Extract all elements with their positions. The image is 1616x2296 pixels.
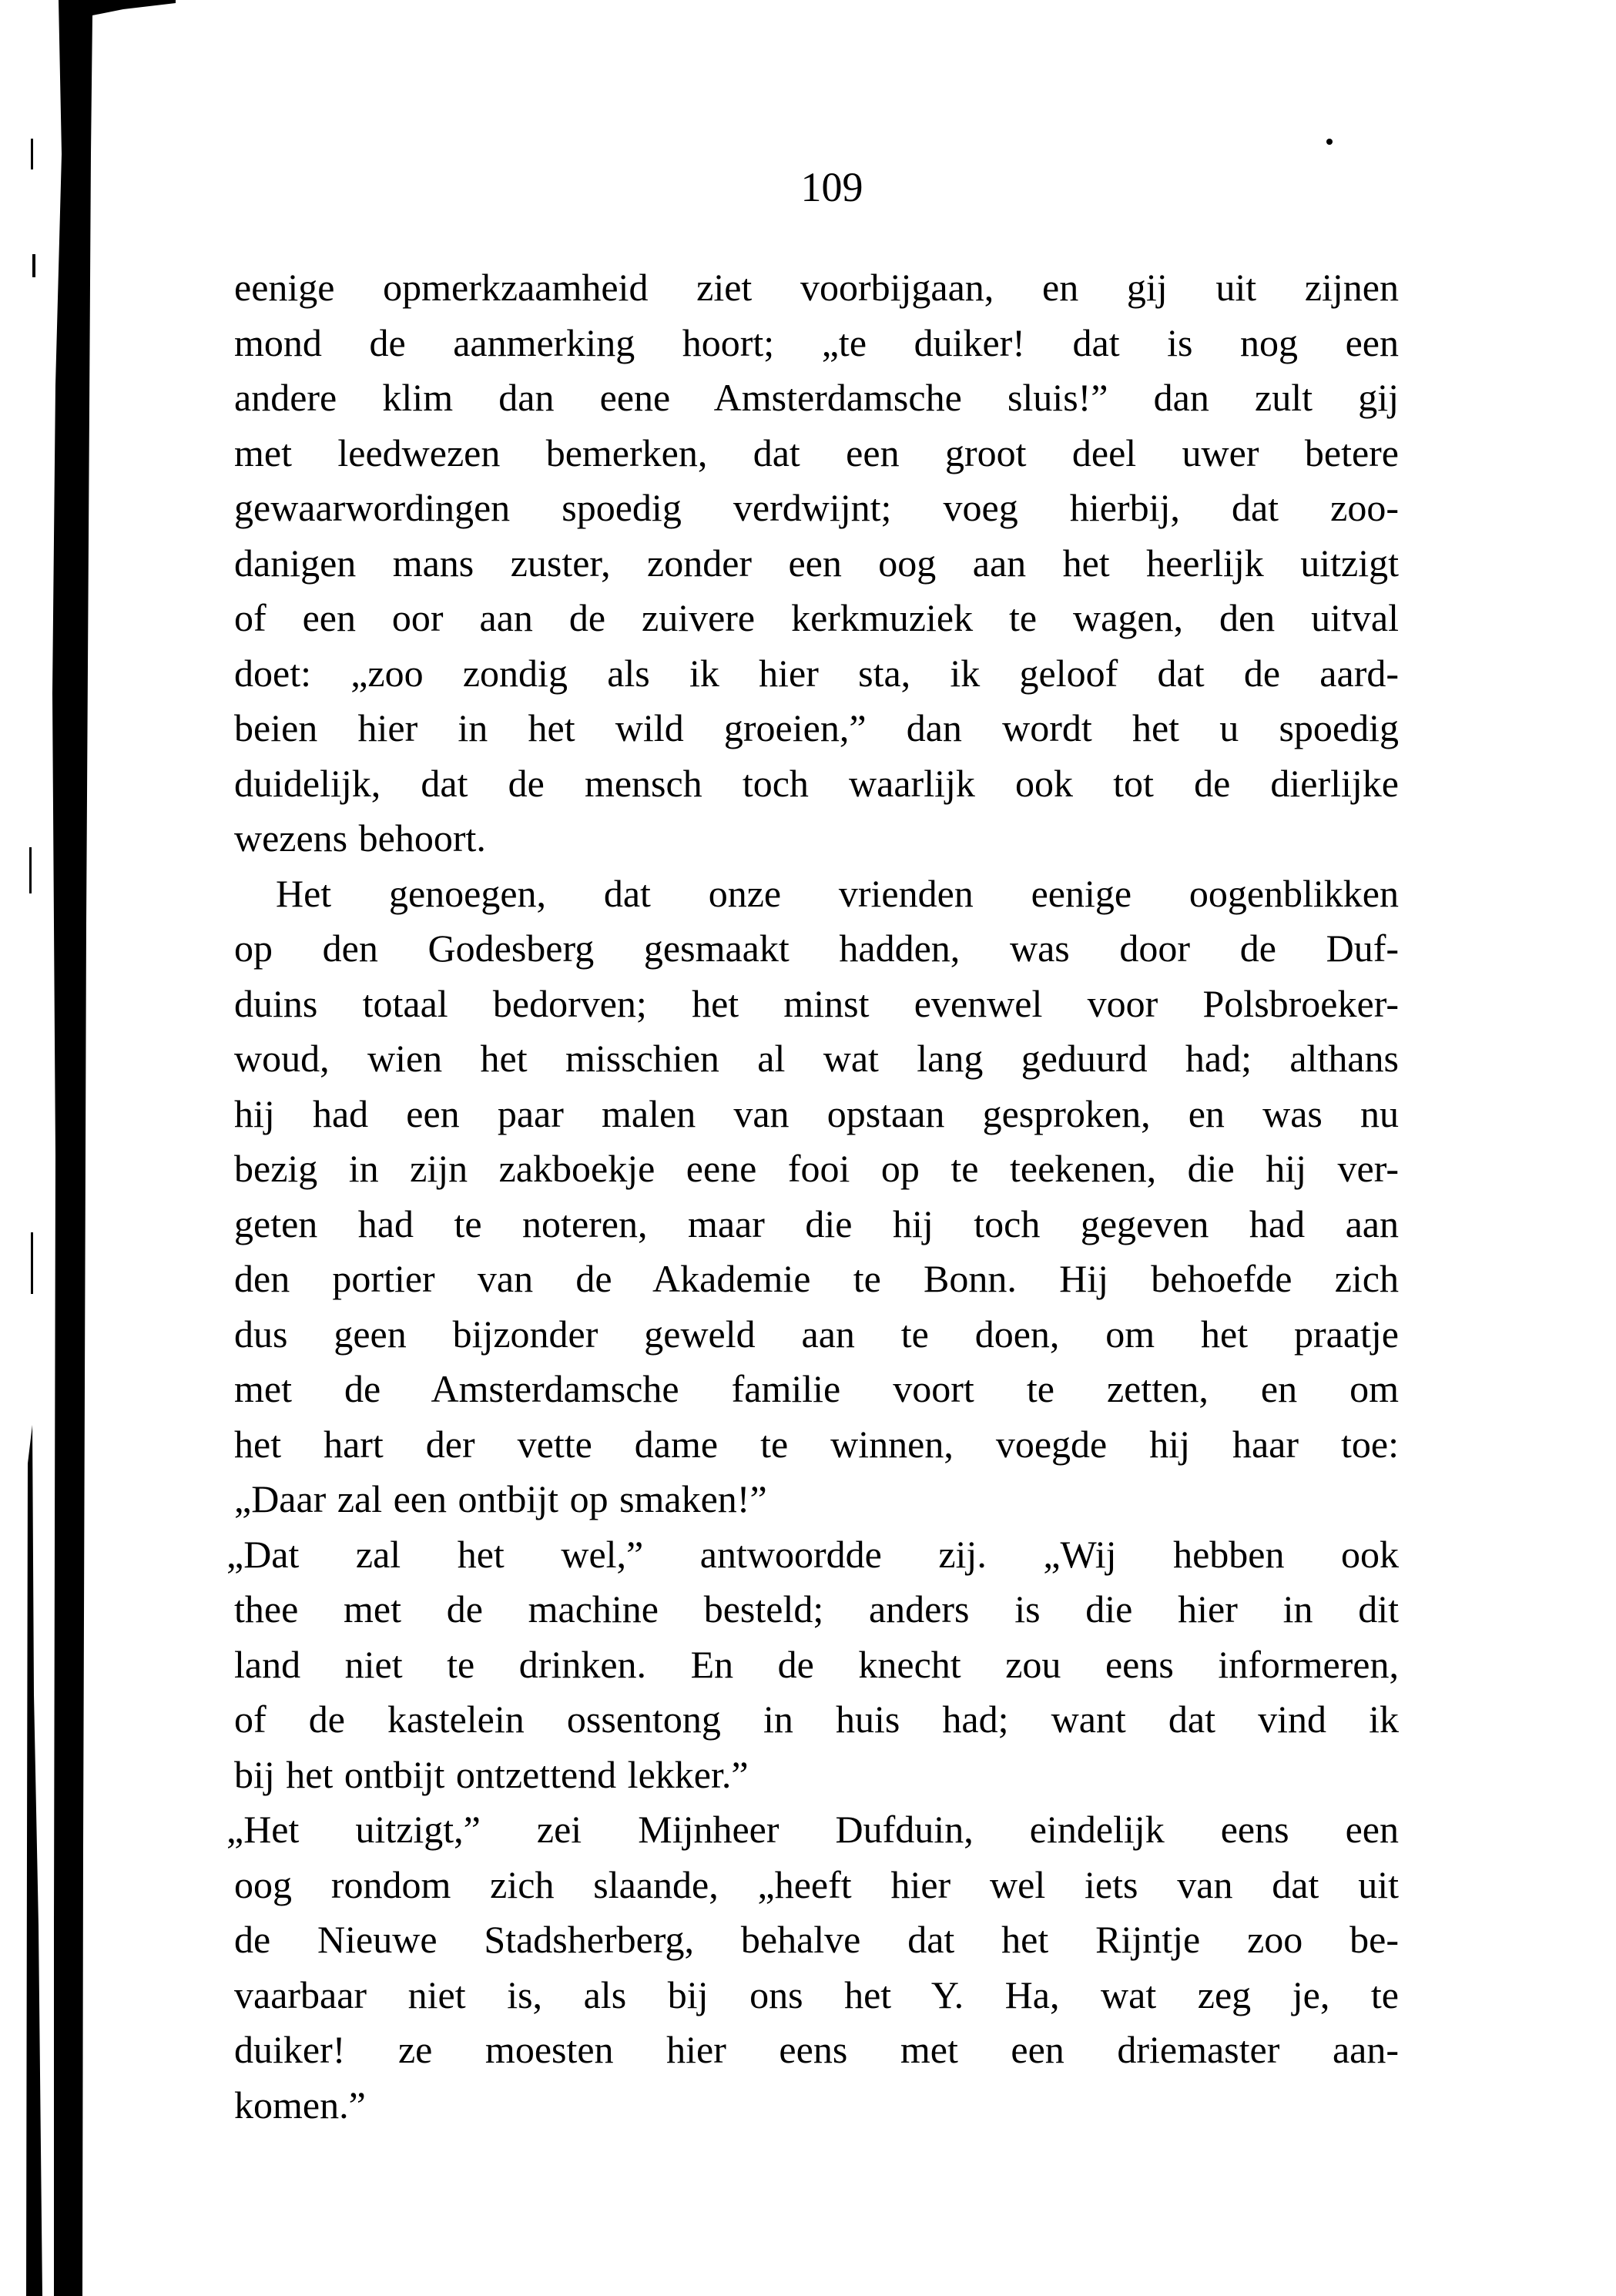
paragraph [226, 1802, 1399, 2133]
text-line: eenige opmerkzaamheid ziet voorbijgaan, en gij uit zijnen [234, 266, 1399, 309]
text-line: woud, wien het misschien al wat lang geduurd had; althans [234, 1037, 1399, 1080]
text-line: de Nieuwe Stadsherberg, behalve dat het Rijntje zoo be- [234, 1918, 1399, 1961]
text-line: andere klim dan eene Amsterdamsche sluis!” dan zult gij [234, 376, 1399, 419]
text-line: beien hier in het wild groeien,” dan wordt het u spoedig [234, 706, 1399, 749]
body-text [226, 260, 1399, 2133]
text-line: land niet te drinken. En de knecht zou eens informeren, [234, 1642, 1399, 1686]
text-line: „Daar zal een ontbijt op smaken!” [234, 1477, 767, 1520]
text-line: gewaarwordingen spoedig verdwijnt; voeg hierbij, dat zoo- [234, 486, 1399, 529]
binding-fleck [32, 254, 35, 277]
text-line: oog rondom zich slaande, „heeft hier wel iets van dat uit [234, 1862, 1399, 1906]
text-line: duidelijk, dat de mensch toch waarlijk ook tot de dierlijke [234, 761, 1399, 805]
text-line: doet: „zoo zondig als ik hier sta, ik geloof dat de aard- [234, 651, 1399, 695]
paragraph [226, 1527, 1399, 1803]
scan-speck [1326, 139, 1333, 145]
text-line: „Het uitzigt,” zei Mijnheer Dufduin, eindelijk eens een [226, 1808, 1399, 1851]
text-line: duiker! ze moesten hier eens met een driemaster aan- [234, 2028, 1399, 2071]
text-line: met de Amsterdamsche familie voort te zetten, en om [234, 1367, 1399, 1410]
page-number: 109 [800, 164, 863, 210]
paragraph [234, 866, 1399, 1527]
text-line: hij had een paar malen van opstaan gesproken, en was nu [234, 1091, 1399, 1135]
binding-outer-strip [26, 1425, 42, 2296]
text-line: danigen mans zuster, zonder een oog aan het heerlijk uitzigt [234, 541, 1399, 585]
text-line: „Dat zal het wel,” antwoordde zij. „Wij hebben ook [226, 1532, 1399, 1576]
text-line: op den Godesberg gesmaakt hadden, was door de Duf- [234, 927, 1399, 970]
text-line: dus geen bijzonder geweld aan te doen, om het praatje [234, 1312, 1399, 1356]
text-line: of de kastelein ossentong in huis had; want dat vind ik [234, 1698, 1399, 1741]
text-line: thee met de machine besteld; anders is die hier in dit [234, 1587, 1399, 1631]
binding-fleck [31, 139, 33, 169]
text-line: mond de aanmerking hoort; „te duiker! dat is nog een [234, 320, 1399, 364]
text-line: bezig in zijn zakboekje eene fooi op te teekenen, die hij ver- [234, 1147, 1399, 1190]
text-line: geten had te noteren, maar die hij toch gegeven had aan [234, 1202, 1399, 1245]
binding-fleck [29, 847, 32, 893]
binding-shadow-bar [52, 0, 176, 2296]
text-line: duins totaal bedorven; het minst evenwel voor Polsbroeker- [234, 981, 1399, 1025]
text-line: wezens behoort. [234, 816, 486, 860]
text-line: met leedwezen bemerken, dat een groot deel uwer betere [234, 431, 1399, 474]
book-binding-edge [0, 0, 200, 2296]
paragraph [234, 260, 1399, 866]
text-line: komen.” [234, 2083, 366, 2127]
binding-fleck [31, 1232, 33, 1294]
text-line: vaarbaar niet is, als bij ons het Y. Ha, wat zeg je, te [234, 1973, 1399, 2016]
text-line: het hart der vette dame te winnen, voegde hij haar toe: [234, 1422, 1399, 1466]
text-line: bij het ontbijt ontzettend lekker.” [234, 1752, 749, 1796]
text-line: of een oor aan de zuivere kerkmuziek te wagen, den uitval [234, 596, 1399, 639]
text-line: den portier van de Akademie te Bonn. Hij behoefde zich [234, 1257, 1399, 1300]
text-line: Het genoegen, dat onze vrienden eenige oogenblikken [276, 871, 1399, 915]
